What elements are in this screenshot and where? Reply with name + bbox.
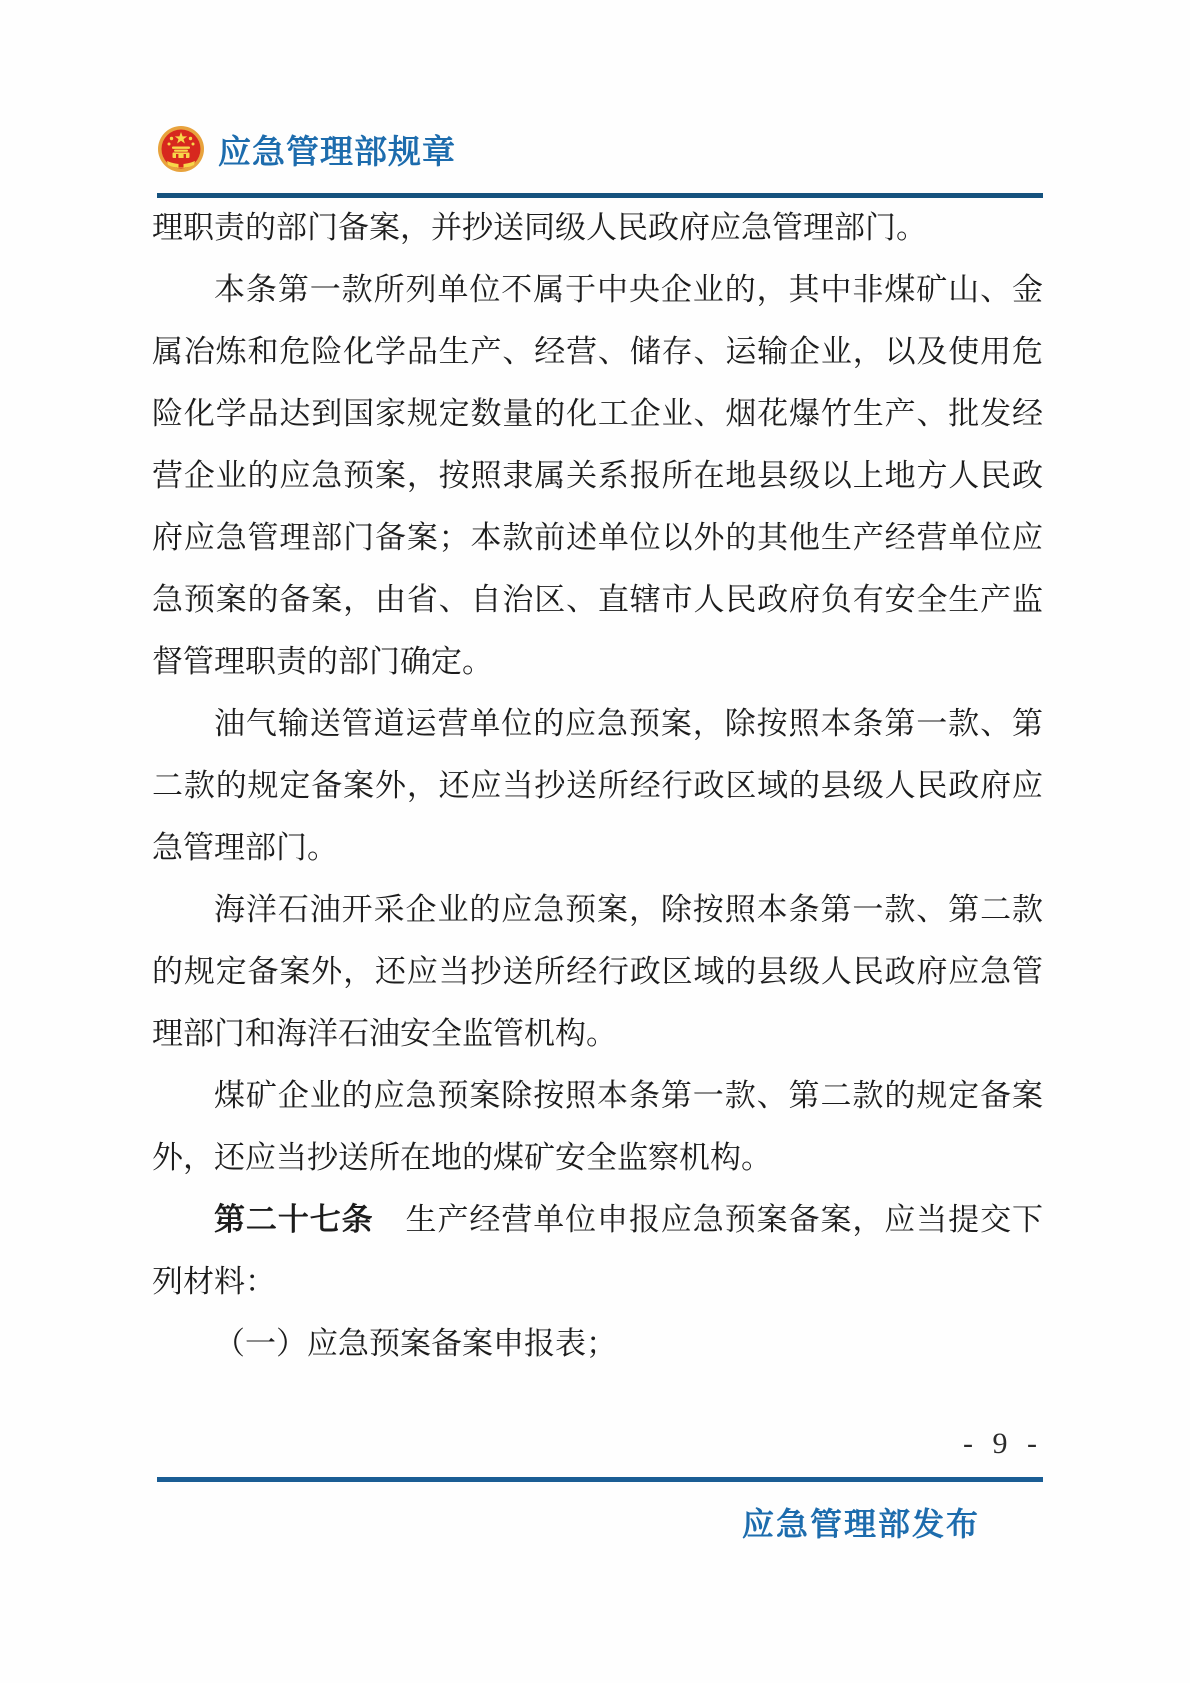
page-title: 应急管理部规章 <box>218 132 456 170</box>
body-line: 外，还应当抄送所在地的煤矿安全监察机构。 <box>152 1140 772 1175</box>
body-line: 属冶炼和危险化学品生产、经营、储存、运输企业，以及使用危 <box>152 334 1043 369</box>
footer-divider <box>157 1477 1043 1482</box>
body-line: 营企业的应急预案，按照隶属关系报所在地县级以上地方人民政 <box>152 458 1043 493</box>
body-line: 的规定备案外，还应当抄送所经行政区域的县级人民政府应急管 <box>152 954 1043 989</box>
body-line: 油气输送管道运营单位的应急预案，除按照本条第一款、第 <box>214 706 1043 741</box>
article-number: 第二十七条 <box>214 1202 374 1237</box>
national-emblem-icon <box>157 125 205 173</box>
page-header <box>157 121 456 177</box>
body-line: 急管理部门。 <box>152 830 338 865</box>
body-line: 急预案的备案，由省、自治区、直辖市人民政府负有安全生产监 <box>152 582 1043 617</box>
body-line: 海洋石油开采企业的应急预案，除按照本条第一款、第二款 <box>214 892 1043 927</box>
publisher-label: 应急管理部发布 <box>741 1506 980 1542</box>
body-line-article-27 <box>152 1189 1043 1251</box>
body-line: 险化学品达到国家规定数量的化工企业、烟花爆竹生产、批发经 <box>152 396 1043 431</box>
body-line: 府应急管理部门备案；本款前述单位以外的其他生产经营单位应 <box>152 520 1043 555</box>
body-line: 列材料： <box>152 1264 276 1299</box>
page-number: - 9 - <box>963 1427 1043 1460</box>
body-line: 本条第一款所列单位不属于中央企业的，其中非煤矿山、金 <box>214 272 1043 307</box>
document-body <box>152 197 1043 1375</box>
body-line: 理职责的部门备案，并抄送同级人民政府应急管理部门。 <box>152 210 927 245</box>
article-text: 生产经营单位申报应急预案备案，应当提交下 <box>373 1202 1044 1237</box>
body-line: （一）应急预案备案申报表； <box>214 1326 617 1361</box>
body-line: 二款的规定备案外，还应当抄送所经行政区域的县级人民政府应 <box>152 768 1043 803</box>
body-line: 煤矿企业的应急预案除按照本条第一款、第二款的规定备案 <box>214 1078 1043 1113</box>
body-line: 督管理职责的部门确定。 <box>152 644 493 679</box>
body-line: 理部门和海洋石油安全监管机构。 <box>152 1016 617 1051</box>
